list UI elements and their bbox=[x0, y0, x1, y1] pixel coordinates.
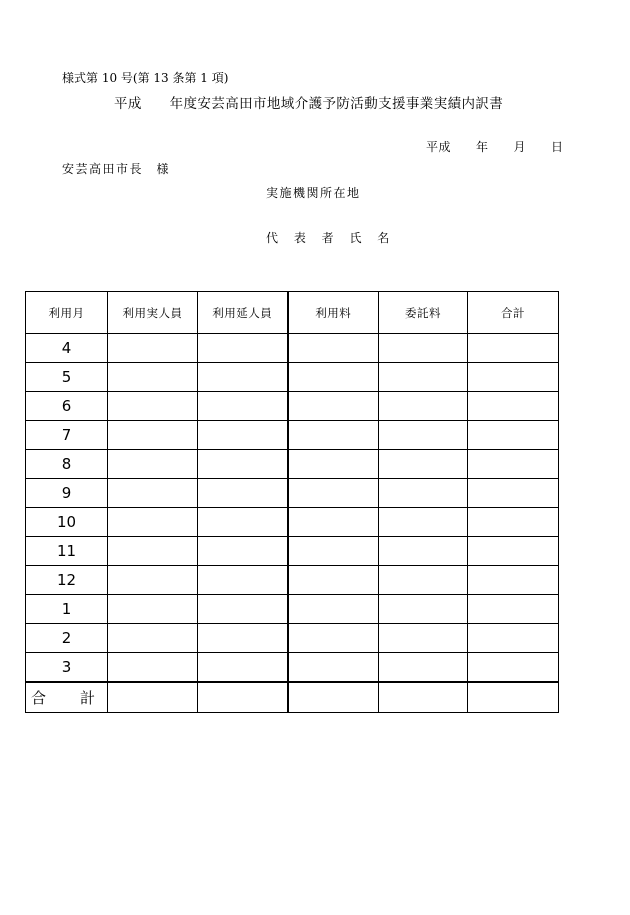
total-cell[interactable] bbox=[468, 450, 559, 479]
total-users-cell[interactable] bbox=[198, 392, 288, 421]
table-row bbox=[26, 421, 559, 450]
header-commission-fee: 委託料 bbox=[379, 292, 468, 334]
month-cell: 9 bbox=[26, 479, 108, 508]
total-users-cell[interactable] bbox=[198, 450, 288, 479]
commission-fee-cell[interactable] bbox=[379, 566, 468, 595]
month-cell: 10 bbox=[26, 508, 108, 537]
report-table bbox=[25, 291, 559, 713]
table-row bbox=[26, 595, 559, 624]
commission-fee-cell[interactable] bbox=[379, 421, 468, 450]
month-cell: 5 bbox=[26, 363, 108, 392]
total-commission-fee-cell[interactable] bbox=[379, 682, 468, 713]
total-users-cell[interactable] bbox=[198, 421, 288, 450]
total-cell[interactable] bbox=[468, 363, 559, 392]
commission-fee-cell[interactable] bbox=[379, 653, 468, 683]
total-cell[interactable] bbox=[468, 334, 559, 363]
total-cell[interactable] bbox=[468, 624, 559, 653]
usage-fee-cell[interactable] bbox=[288, 363, 379, 392]
usage-fee-cell[interactable] bbox=[288, 508, 379, 537]
total-cell[interactable] bbox=[468, 392, 559, 421]
table-row bbox=[26, 479, 559, 508]
actual-users-cell[interactable] bbox=[108, 537, 198, 566]
total-label-part: 計 bbox=[80, 689, 96, 707]
commission-fee-cell[interactable] bbox=[379, 624, 468, 653]
total-row bbox=[26, 682, 559, 713]
month-cell: 2 bbox=[26, 624, 108, 653]
usage-fee-cell[interactable] bbox=[288, 566, 379, 595]
total-total-cell[interactable] bbox=[468, 682, 559, 713]
commission-fee-cell[interactable] bbox=[379, 479, 468, 508]
usage-fee-cell[interactable] bbox=[288, 479, 379, 508]
month-cell: 6 bbox=[26, 392, 108, 421]
usage-fee-cell[interactable] bbox=[288, 537, 379, 566]
total-cell[interactable] bbox=[468, 566, 559, 595]
total-users-cell[interactable] bbox=[198, 653, 288, 683]
total-users-cell[interactable] bbox=[198, 595, 288, 624]
actual-users-cell[interactable] bbox=[108, 363, 198, 392]
actual-users-cell[interactable] bbox=[108, 392, 198, 421]
total-total-users-cell[interactable] bbox=[198, 682, 288, 713]
month-cell: 11 bbox=[26, 537, 108, 566]
actual-users-cell[interactable] bbox=[108, 479, 198, 508]
commission-fee-cell[interactable] bbox=[379, 537, 468, 566]
commission-fee-cell[interactable] bbox=[379, 392, 468, 421]
total-cell[interactable] bbox=[468, 508, 559, 537]
total-users-cell[interactable] bbox=[198, 508, 288, 537]
org-address-label: 実施機関所在地 bbox=[266, 186, 361, 200]
commission-fee-cell[interactable] bbox=[379, 334, 468, 363]
table-row bbox=[26, 653, 559, 683]
table-body bbox=[26, 334, 559, 713]
total-users-cell[interactable] bbox=[198, 537, 288, 566]
total-cell[interactable] bbox=[468, 653, 559, 683]
actual-users-cell[interactable] bbox=[108, 334, 198, 363]
total-users-cell[interactable] bbox=[198, 363, 288, 392]
date-line: 平成 年 月 日 bbox=[426, 140, 564, 154]
actual-users-cell[interactable] bbox=[108, 653, 198, 683]
actual-users-cell[interactable] bbox=[108, 508, 198, 537]
total-actual-users-cell[interactable] bbox=[108, 682, 198, 713]
form-number: 様式第 10 号(第 13 条第 1 項) bbox=[62, 71, 229, 85]
actual-users-cell[interactable] bbox=[108, 450, 198, 479]
actual-users-cell[interactable] bbox=[108, 595, 198, 624]
total-users-cell[interactable] bbox=[198, 479, 288, 508]
document-title: 平成 年度安芸高田市地域介護予防活動支援事業実績内訳書 bbox=[114, 96, 504, 112]
total-cell[interactable] bbox=[468, 595, 559, 624]
month-cell: 4 bbox=[26, 334, 108, 363]
addressee: 安芸高田市長 様 bbox=[62, 162, 171, 176]
total-cell[interactable] bbox=[468, 537, 559, 566]
header-total-users: 利用延人員 bbox=[198, 292, 288, 334]
representative-label: 代 表 者 氏 名 bbox=[266, 231, 396, 245]
month-cell: 7 bbox=[26, 421, 108, 450]
actual-users-cell[interactable] bbox=[108, 566, 198, 595]
usage-fee-cell[interactable] bbox=[288, 334, 379, 363]
month-cell: 1 bbox=[26, 595, 108, 624]
month-cell: 3 bbox=[26, 653, 108, 683]
total-users-cell[interactable] bbox=[198, 334, 288, 363]
table-header-row bbox=[26, 292, 559, 334]
total-cell[interactable] bbox=[468, 479, 559, 508]
commission-fee-cell[interactable] bbox=[379, 363, 468, 392]
table-row bbox=[26, 537, 559, 566]
month-cell: 8 bbox=[26, 450, 108, 479]
actual-users-cell[interactable] bbox=[108, 624, 198, 653]
table-row bbox=[26, 508, 559, 537]
header-month: 利用月 bbox=[26, 292, 108, 334]
usage-fee-cell[interactable] bbox=[288, 392, 379, 421]
header-usage-fee: 利用料 bbox=[288, 292, 379, 334]
table-row bbox=[26, 392, 559, 421]
table-row bbox=[26, 334, 559, 363]
header-total: 合計 bbox=[468, 292, 559, 334]
table-row bbox=[26, 450, 559, 479]
total-label bbox=[26, 682, 108, 713]
total-users-cell[interactable] bbox=[198, 566, 288, 595]
table-row bbox=[26, 624, 559, 653]
commission-fee-cell[interactable] bbox=[379, 508, 468, 537]
usage-fee-cell[interactable] bbox=[288, 595, 379, 624]
usage-fee-cell[interactable] bbox=[288, 653, 379, 683]
actual-users-cell[interactable] bbox=[108, 421, 198, 450]
table-row bbox=[26, 363, 559, 392]
month-cell: 12 bbox=[26, 566, 108, 595]
total-cell[interactable] bbox=[468, 421, 559, 450]
total-label-part: 合 bbox=[31, 689, 47, 707]
commission-fee-cell[interactable] bbox=[379, 595, 468, 624]
usage-fee-cell[interactable] bbox=[288, 421, 379, 450]
commission-fee-cell[interactable] bbox=[379, 450, 468, 479]
table-row bbox=[26, 566, 559, 595]
total-users-cell[interactable] bbox=[198, 624, 288, 653]
header-actual-users: 利用実人員 bbox=[108, 292, 198, 334]
usage-fee-cell[interactable] bbox=[288, 450, 379, 479]
total-usage-fee-cell[interactable] bbox=[288, 682, 379, 713]
usage-fee-cell[interactable] bbox=[288, 624, 379, 653]
